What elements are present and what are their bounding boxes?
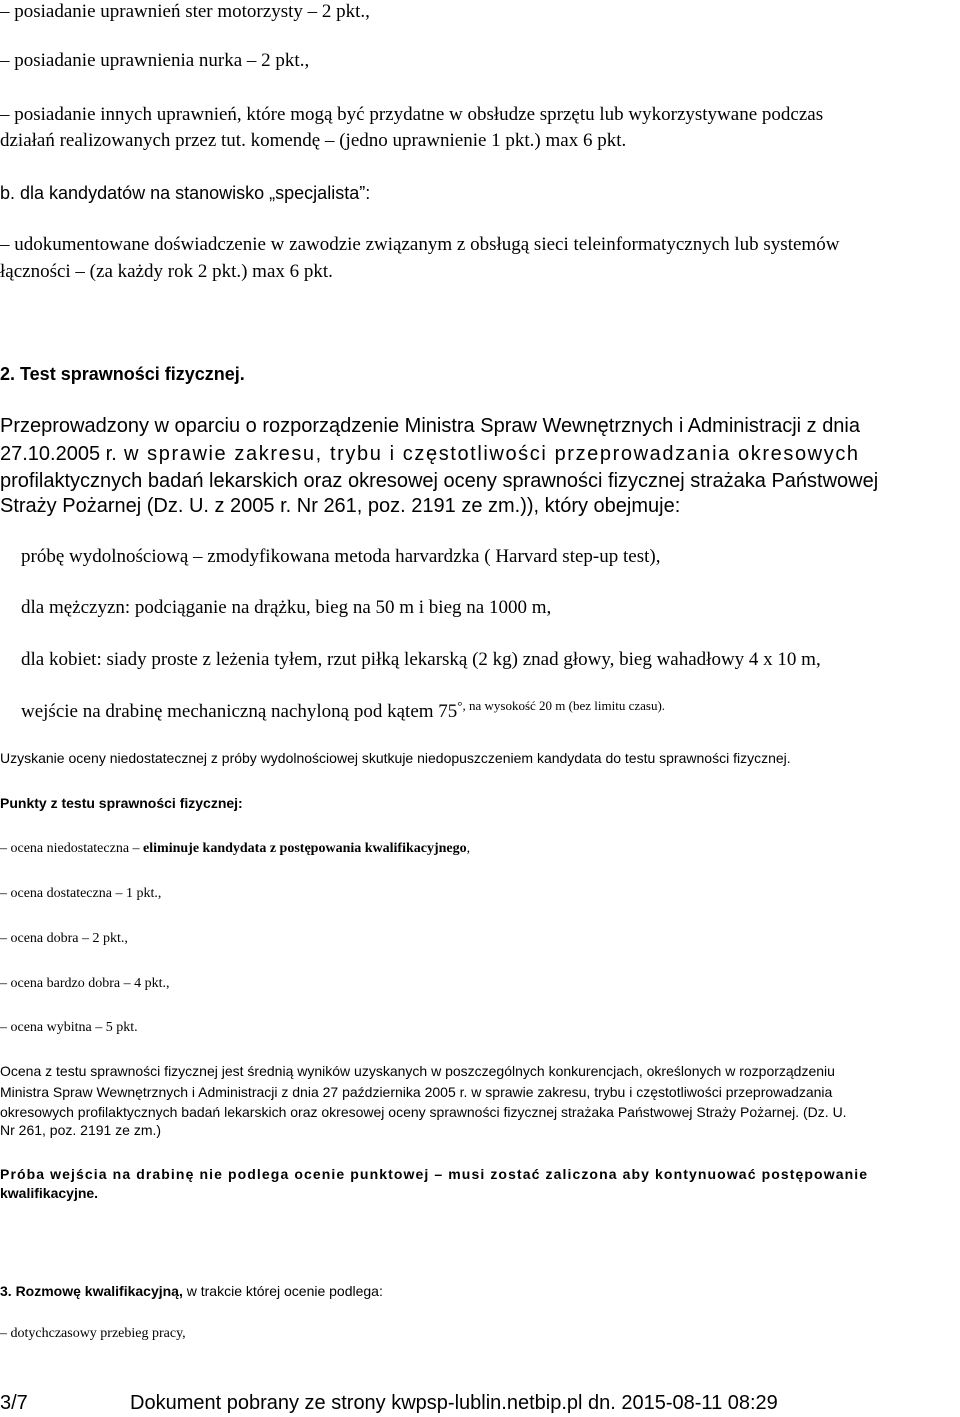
text-fragment: w trakcie której ocenie podlega:: [182, 1283, 383, 1299]
text-line: okresowych profilaktycznych badań lekarskich oraz okresowej oceny sprawności fizycznej strażaka Państwowej Straży Pożarnej. (Dz. U.: [0, 1104, 847, 1120]
text-line: Ministra Spraw Wewnętrznych i Administracji z dnia 27 października 2005 r. w sprawie zakresu, trybu i częstotliwości przeprowadzania: [0, 1084, 833, 1100]
list-item: – ocena dostateczna – 1 pkt.,: [0, 886, 162, 901]
text-fragment: eliminuje kandydata z postępowania kwalifikacyjnego: [143, 841, 467, 856]
list-item: dla kobiet: siady proste z leżenia tyłem, rzut piłką lekarską (2 kg) znad głowy, bieg wahadłowy 4 x 10 m,: [21, 649, 821, 670]
text-line: kwalifikacyjne.: [0, 1185, 99, 1201]
text-fragment: – ocena niedostateczna –: [0, 841, 144, 856]
text-line: profilaktycznych badań lekarskich oraz okresowej oceny sprawności fizycznej strażaka Państwowej: [0, 470, 879, 492]
list-item: – ocena wybitna – 5 pkt.: [0, 1020, 138, 1035]
text-line: Uzyskanie oceny niedostatecznej z próby wydolnościowej skutkuje niedopuszczeniem kandydata do testu sprawności fizycznej.: [0, 750, 791, 766]
list-item: dla mężczyzn: podciąganie na drążku, bieg na 50 m i bieg na 1000 m,: [21, 597, 552, 618]
text-line: łączności – (za każdy rok 2 pkt.) max 6 pkt.: [0, 261, 333, 282]
section-heading: 2. Test sprawności fizycznej.: [0, 364, 245, 384]
text-fragment: ,: [466, 841, 471, 856]
text-line: – posiadanie uprawnienia nurka – 2 pkt.,: [0, 50, 310, 71]
text-line: Nr 261, poz. 2191 ze zm.): [0, 1122, 162, 1138]
text-line: Próba wejścia na drabinę nie podlega ocenie punktowej – musi zostać zaliczona aby kontynuować postępowanie: [0, 1166, 869, 1182]
list-item: [0, 841, 470, 857]
list-item: – ocena bardzo dobra – 4 pkt.,: [0, 976, 170, 991]
text-fragment: 3. Rozmowę kwalifikacyjną,: [0, 1283, 183, 1299]
section-heading: b. dla kandydatów na stanowisko „specjalista”:: [0, 183, 371, 203]
text-line: działań realizowanych przez tut. komendę – (jedno uprawnienie 1 pkt.) max 6 pkt.: [0, 130, 627, 151]
section-heading: Punkty z testu sprawności fizycznej:: [0, 795, 243, 811]
text-fragment: wejście na drabinę mechaniczną nachyloną pod kątem 75: [21, 701, 458, 722]
text-line: Straży Pożarnej (Dz. U. z 2005 r. Nr 261, poz. 2191 ze zm.)), który obejmuje:: [0, 495, 681, 517]
list-item: [21, 698, 666, 723]
section-heading: [0, 1283, 383, 1299]
text-fragment: 27.10.2005 r.: [0, 443, 117, 465]
text-line: [0, 443, 860, 466]
list-item: – ocena dobra – 2 pkt.,: [0, 931, 128, 946]
footer-source: Dokument pobrany ze strony kwpsp-lublin.netbip.pl dn. 2015-08-11 08:29: [130, 1392, 778, 1414]
list-item: próbę wydolnościową – zmodyfikowana metoda harvardzka ( Harvard step-up test),: [21, 546, 661, 567]
text-fragment: °, na wysokość 20 m (bez limitu czasu).: [457, 698, 666, 713]
text-line: Ocena z testu sprawności fizycznej jest średnią wyników uzyskanych w poszczególnych konkurencjach, określonych w rozporządzeniu: [0, 1063, 835, 1079]
text-fragment: w sprawie zakresu, trybu i częstotliwości przeprowadzania okresowych: [116, 443, 860, 465]
text-line: – posiadanie innych uprawnień, które mogą być przydatne w obsłudze sprzętu lub wykorzystywane podczas: [0, 104, 824, 125]
list-item: – dotychczasowy przebieg pracy,: [0, 1326, 186, 1341]
text-line: – udokumentowane doświadczenie w zawodzie związanym z obsługą sieci teleinformatycznych lub systemów: [0, 234, 840, 255]
page-number: 3/7: [0, 1392, 28, 1414]
text-line: – posiadanie uprawnień ster motorzysty – 2 pkt.,: [0, 1, 370, 22]
text-line: Przeprowadzony w oparciu o rozporządzenie Ministra Spraw Wewnętrznych i Administracji z dnia: [0, 415, 860, 437]
